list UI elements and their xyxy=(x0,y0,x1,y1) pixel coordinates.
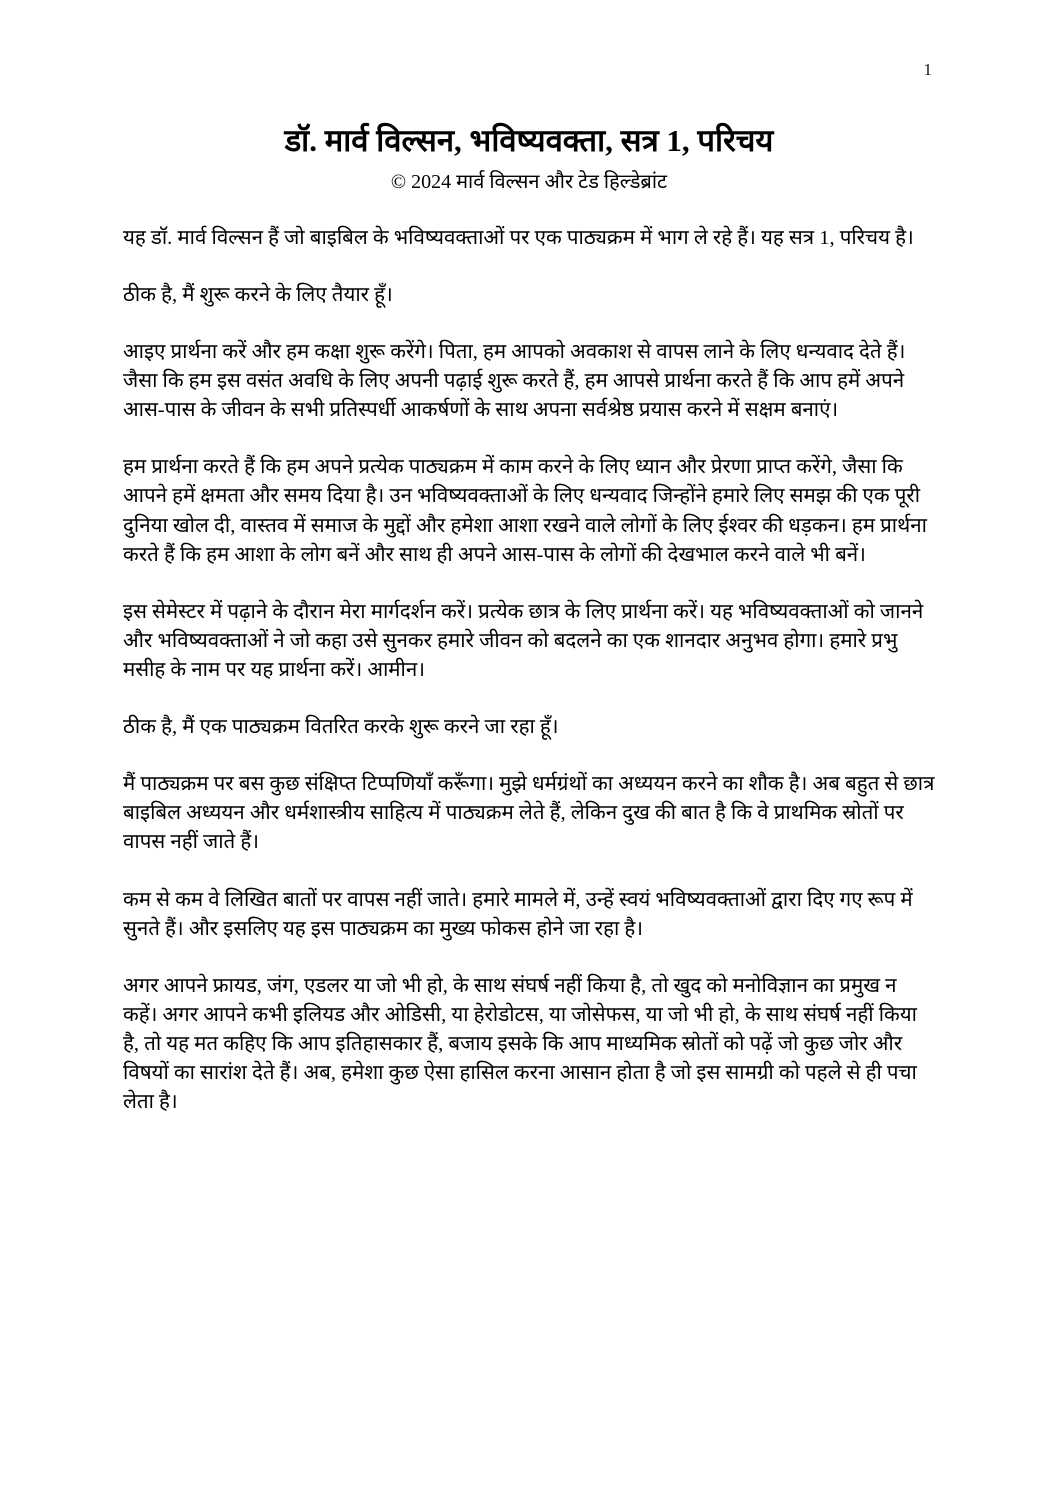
document-title: डॉ. मार्व विल्सन, भविष्यवक्ता, सत्र 1, परिचय xyxy=(284,123,774,158)
document-content xyxy=(123,0,935,1117)
copyright-line: © 2024 मार्व विल्सन और टेड हिल्डेब्रांट xyxy=(390,170,668,193)
paragraph: इस सेमेस्टर में पढ़ाने के दौरान मेरा मार्गदर्शन करें। प्रत्येक छात्र के लिए प्रार्थना करें। यह भविष्यवक्ताओं को जानने और भविष्यवक्ताओं ने जो कहा उसे सुनकर हमारे जीवन को बदलने का एक शानदार अनुभव होगा। हमारे प्रभु मसीह के नाम पर यह प्रार्थना करें। आमीन। xyxy=(123,600,924,681)
paragraph: हम प्रार्थना करते हैं कि हम अपने प्रत्येक पाठ्यक्रम में काम करने के लिए ध्यान और प्रेरणा प्राप्त करेंगे, जैसा कि आपने हमें क्षमता और समय दिया है। उन भविष्यवक्ताओं के लिए धन्यवाद जिन्होंने हमारे लिए समझ की एक पूरी दुनिया खोल दी, वास्तव में समाज के मुद्दों और हमेशा आशा रखने वाले लोगों के लिए ईश्वर की धड़कन। हम प्रार्थना करते हैं कि हम आशा के लोग बनें और साथ ही अपने आस-पास के लोगों की देखभाल करने वाले भी बनें। xyxy=(123,456,927,566)
paragraph: मैं पाठ्यक्रम पर बस कुछ संक्षिप्त टिप्पणियाँ करूँगा। मुझे धर्मग्रंथों का अध्ययन करने का शौक है। अब बहुत से छात्र बाइबिल अध्ययन और धर्मशास्त्रीय साहित्य में पाठ्यक्रम लेते हैं, लेकिन दुख की बात है कि वे प्राथमिक स्रोतों पर वापस नहीं जाते हैं। xyxy=(123,773,935,854)
paragraph: अगर आपने फ्रायड, जंग, एडलर या जो भी हो, के साथ संघर्ष नहीं किया है, तो खुद को मनोविज्ञान का प्रमुख न कहें। अगर आपने कभी इलियड और ओडिसी, या हेरोडोटस, या जोसेफस, या जो भी हो, के साथ संघर्ष नहीं किया है, तो यह मत कहिए कि आप इतिहासकार हैं, बजाय इसके कि आप माध्यमिक स्रोतों को पढ़ें जो कुछ जोर और विषयों का सारांश देते हैं। अब, हमेशा कुछ ऐसा हासिल करना आसान होता है जो इस सामग्री को पहले से ही पचा लेता है। xyxy=(123,974,917,1114)
paragraph: आइए प्रार्थना करें और हम कक्षा शुरू करेंगे। पिता, हम आपको अवकाश से वापस लाने के लिए धन्यवाद देते हैं। जैसा कि हम इस वसंत अवधि के लिए अपनी पढ़ाई शुरू करते हैं, हम आपसे प्रार्थना करते हैं कि आप हमें अपने आस-पास के जीवन के सभी प्रतिस्पर्धी आकर्षणों के साथ अपना सर्वश्रेष्ठ प्रयास करने में सक्षम बनाएं। xyxy=(123,340,906,422)
paragraph: यह डॉ. मार्व विल्सन हैं जो बाइबिल के भविष्यवक्ताओं पर एक पाठ्यक्रम में भाग ले रहे हैं। यह सत्र 1, परिचय है। xyxy=(123,226,914,249)
paragraph: ठीक है, मैं शुरू करने के लिए तैयार हूँ। xyxy=(123,283,393,306)
paragraph: ठीक है, मैं एक पाठ्यक्रम वितरित करके शुरू करने जा रहा हूँ। xyxy=(123,716,559,739)
page-number: 1 xyxy=(923,60,932,79)
body-text xyxy=(123,224,935,1118)
paragraph: कम से कम वे लिखित बातों पर वापस नहीं जाते। हमारे मामले में, उन्हें स्वयं भविष्यवक्ताओं द्वारा दिए गए रूप में सुनते हैं। और इसलिए यह इस पाठ्यक्रम का मुख्य फोकस होने जा रहा है। xyxy=(123,888,913,940)
